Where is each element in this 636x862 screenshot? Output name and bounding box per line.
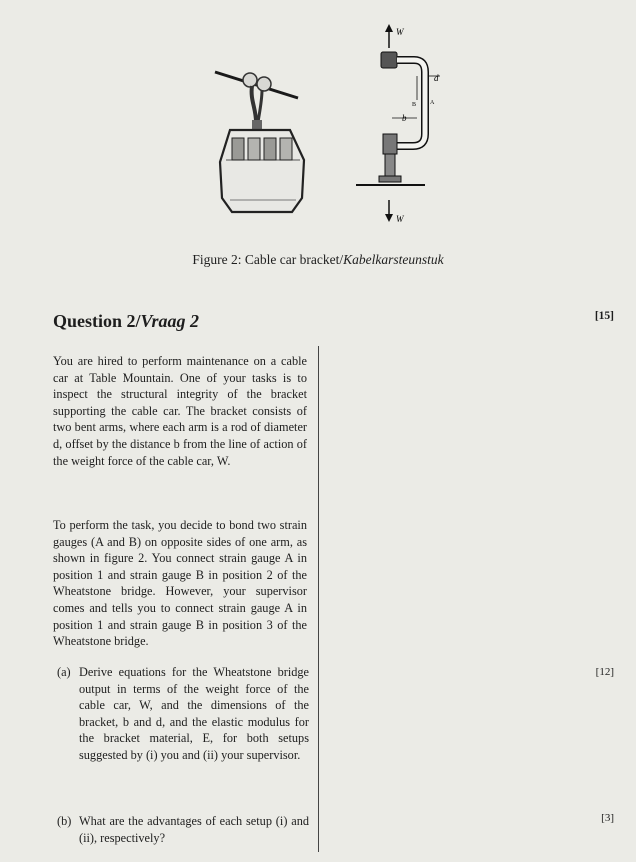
subquestion-b-marks: [3]: [601, 812, 614, 824]
cable-car-figure: [0, 0, 636, 280]
subquestion-b-label: (b): [57, 814, 72, 828]
subquestion-a-text: Derive equations for the Wheatstone bridge output in terms of the weight force of the cable car, W, and the dimensions of the bracket, b and d, and the elastic modulus for the bracket material, E, for both setups suggested by (i) you and (ii) your supervisor.: [79, 665, 309, 762]
figure-2: [0, 0, 636, 280]
subquestion-a: [57, 664, 309, 764]
caption-main: Figure 2: Cable car bracket/: [192, 252, 344, 267]
question-paragraph-2: To perform the task, you decide to bond two strain gauges (A and B) on opposite sides of one arm, as shown in figure 2. You connect strain gauge A in position 1 and strain gauge B in position 2 of the Wheatstone bridge. However, your supervisor comes and tells you to connect strain gauge A in position 1 and strain gauge B in position 3 of the Wheatstone bridge.: [53, 518, 307, 649]
gauge-a-label: A: [430, 100, 435, 106]
figure-caption: [0, 252, 636, 268]
gauge-b-label: B: [412, 102, 417, 108]
question-paragraph-1: You are hired to perform maintenance on a cable car at Table Mountain. One of your tasks is to inspect the structural integrity of the bracket supporting the cable car. The bracket consists of two bent arms, where each arm is a rod of diameter d, offset by the distance b from the line of action of the weight force of the cable car, W.: [53, 354, 307, 468]
column-divider: [318, 346, 319, 852]
subquestion-a-marks: [12]: [595, 666, 614, 678]
subquestion-b: [57, 813, 309, 846]
question-title-main: Question 2/: [53, 311, 141, 331]
caption-italic: Kabelkarsteunstuk: [343, 252, 444, 267]
question-title: [53, 311, 199, 332]
weight-label-bottom: W: [396, 214, 404, 224]
diameter-label: d: [434, 73, 439, 83]
bracket-schematic: [356, 24, 440, 224]
weight-label-top: W: [396, 27, 404, 37]
subquestion-a-label: (a): [57, 665, 71, 679]
offset-label: b: [402, 113, 407, 123]
total-marks: [15]: [594, 310, 614, 322]
question-title-italic: Vraag 2: [140, 311, 200, 331]
subquestion-b-text: What are the advantages of each setup (i) and (ii), respectively?: [79, 814, 309, 845]
cable-car-illustration: [215, 72, 304, 212]
